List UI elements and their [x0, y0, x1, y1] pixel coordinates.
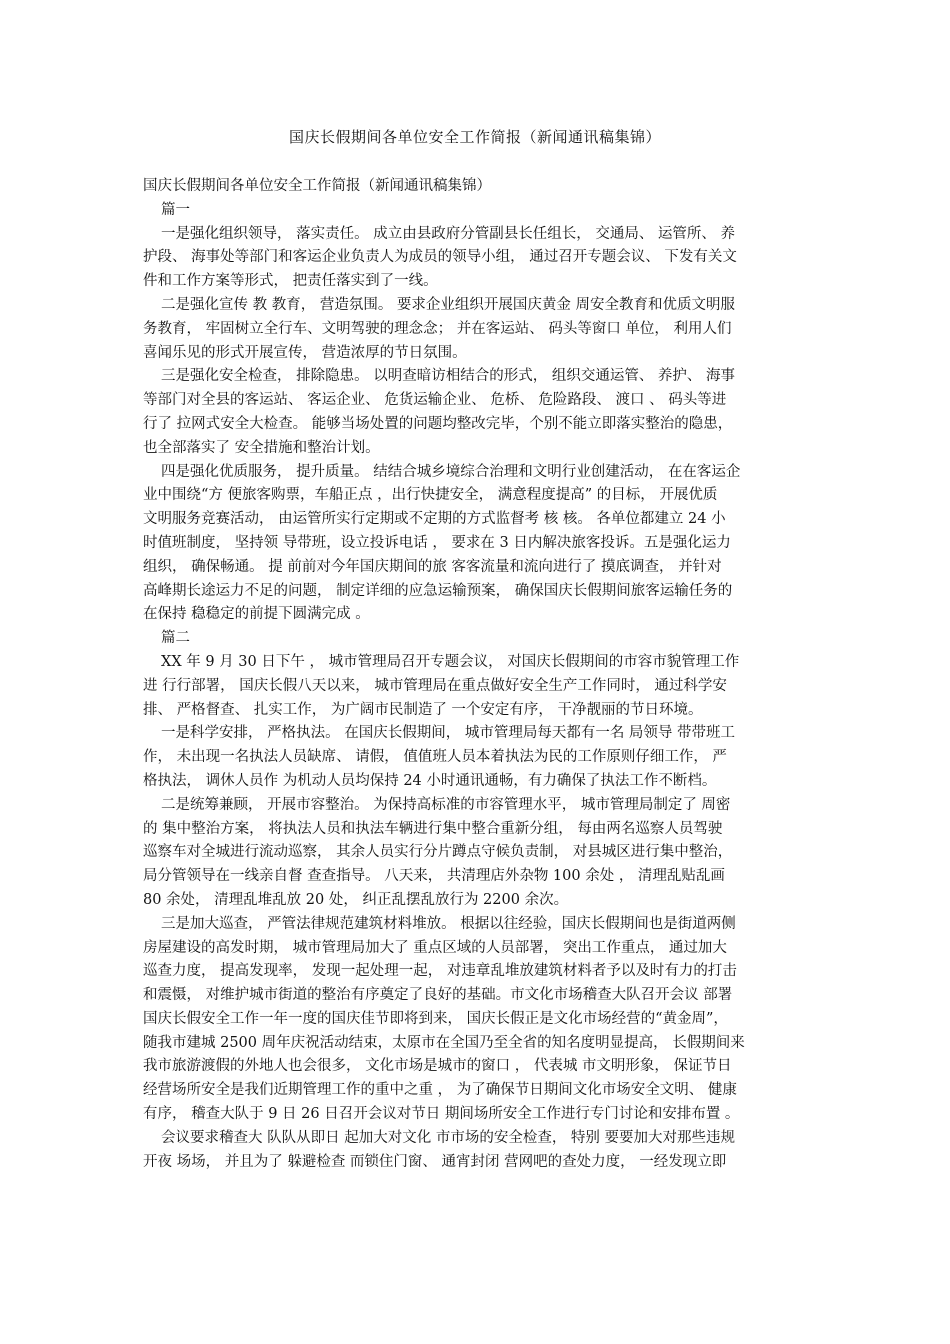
text-line: 三是强化安全检查， 排除隐患。 以明查暗访相结合的形式， 组织交通运管、 养护、 海事: [161, 368, 736, 385]
text-line: 篇一: [161, 201, 190, 218]
text-line: 件和工作方案等形式， 把责任落实到了一线。: [143, 273, 438, 290]
text-line: 巡察车对全城进行流动巡察， 其余人员实行分片蹲点守候负责制， 对县城区进行集中整治，: [143, 844, 733, 861]
document-title: 国庆长假期间各单位安全工作简报（新闻通讯稿集锦）: [288, 128, 661, 146]
text-line: 务教育， 牢固树立全行车、文明驾驶的理念念； 并在客运站、 码头等窗口 单位， 利用人们: [143, 320, 732, 337]
text-line: 经营场所安全是我们近期管理工作的重中之重 ， 为了确保节日期间文化市场安全文明、 健康: [143, 1082, 737, 1099]
text-line: 80 余处， 清理乱堆乱放 20 处， 纠正乱摆乱放行为 2200 余次。: [143, 891, 569, 908]
text-line: 进 行行部署， 国庆长假八天以来， 城市管理局在重点做好安全生产工作同时， 通过科学安: [143, 677, 727, 694]
text-line: 巡查力度， 提高发现率， 发现一起处理一起， 对违章乱堆放建筑材料者予以及时有力的打击: [143, 963, 737, 980]
text-line: 组织， 确保畅通。 提 前前对今年国庆期间的旅 客客流量和流向进行了 摸底调查， 并针对: [143, 558, 722, 575]
text-line: 随我市建城 2500 周年庆祝活动结束，太原市在全国乃至全省的知名度明显提高， 长假期间来: [143, 1034, 745, 1051]
text-line: 房屋建设的高发时期， 城市管理局加大了 重点区域的人员部署， 突出工作重点， 通过加大: [143, 939, 727, 956]
text-line: 和震慑， 对维护城市街道的整治有序奠定了良好的基础。市文化市场稽查大队召开会议 部署: [143, 987, 733, 1004]
document-body: [143, 175, 808, 1174]
text-line: 二是统筹兼顾， 开展市容整治。 为保持高标准的市容管理水平， 城市管理局制定了 周密: [161, 796, 731, 813]
text-line: 开夜 场场， 并且为了 躲避检查 而锁住门窗、 通宵封闭 营网吧的查处力度， 一经发现立即: [143, 1153, 727, 1170]
text-line: 在保持 稳稳定的前提下圆满完成 。: [143, 606, 370, 623]
text-line: 二是强化宣传 教 教育， 营造氛围。 要求企业组织开展国庆黄金 周安全教育和优质文明服: [161, 296, 736, 313]
text-line: 作， 未出现一名执法人员缺席、 请假， 值值班人员本着执法为民的工作原则仔细工作， 严: [143, 749, 727, 766]
text-line: 有序， 稽查大队于 9 日 26 日召开会议对节日 期间场所安全工作进行专门讨论和安排布置 。: [143, 1106, 740, 1123]
text-line: 文明服务竞赛活动， 由运管所实行定期或不定期的方式监督考 核 核。 各单位都建立 24 小: [143, 511, 726, 528]
text-line: 篇二: [161, 630, 190, 647]
text-line: 也全部落实了 安全措施和整治计划。: [143, 439, 380, 456]
text-line: 四是强化优质服务， 提升质量。 结结合城乡境综合治理和文明行业创建活动， 在在客运企: [161, 463, 741, 480]
text-line: 护段、 海事处等部门和客运企业负责人为成员的领导小组， 通过召开专题会议、 下发有关文: [143, 249, 737, 266]
text-line: 业中围绕“方 便旅客购票，车船正点 ，出行快捷安全， 满意程度提高” 的目标， 开展优质: [143, 487, 718, 504]
text-line: 的 集中整治方案， 将执法人员和执法车辆进行集中整合重新分组， 每由两名巡察人员驾驶: [143, 820, 723, 837]
text-line: 喜闻乐见的形式开展宣传， 营造浓厚的节日氛围。: [143, 344, 467, 361]
text-line: 国庆长假期间各单位安全工作简报（新闻通讯稿集锦）: [143, 178, 491, 194]
text-line: 三是加大巡查， 严管法律规范建筑材料堆放。 根据以往经验，国庆长假期间也是街道两侧: [161, 915, 736, 932]
text-line: 行了 拉网式安全大检查。 能够当场处置的问题均整改完毕，个别不能立即落实整治的隐患，: [143, 415, 733, 432]
text-line: 会议要求稽查大 队队从即日 起加大对文化 市市场的安全检查， 特别 要要加大对那些违规: [161, 1129, 736, 1146]
text-line: 高峰期长途运力不足的问题， 制定详细的应急运输预案， 确保国庆长假期间旅客运输任务的: [143, 582, 733, 599]
text-line: 时值班制度， 坚持领 导带班，设立投诉电话 ， 要求在 3 日内解决旅客投诉。五是强化运力: [143, 534, 731, 551]
text-line: XX 年 9 月 30 日下午 ， 城市管理局召开专题会议， 对国庆长假期间的市容市貌管理工作: [161, 653, 740, 670]
text-line: 等部门对全县的客运站、 客运企业、 危货运输企业、 危桥、 危险路段、 渡口 、 码头等进: [143, 392, 727, 409]
text-line: 格执法， 调休人员作 为机动人员均保持 24 小时通讯通畅，有力确保了执法工作不断档。: [143, 772, 717, 789]
text-line: 排、 严格督查、 扎实工作， 为广阔市民制造了 一个安定有序， 干净靓丽的节日环境。: [143, 701, 703, 718]
text-line: 一是科学安排， 严格执法。 在国庆长假期间， 城市管理局每天都有一名 局领导 带带班工: [161, 725, 736, 742]
text-line: 国庆长假安全工作一年一度的国庆佳节即将到来， 国庆长假正是文化市场经营的“黄金周”，: [143, 1010, 728, 1027]
text-line: 一是强化组织领导， 落实责任。 成立由县政府分管副县长任组长， 交通局、 运管所、 养: [161, 225, 736, 242]
text-line: 我市旅游渡假的外地人也会很多， 文化市场是城市的窗口 ， 代表城 市文明形象， 保证节日: [143, 1058, 732, 1075]
text-line: 局分管领导在一线亲自督 查查指导。 八天来， 共清理店外杂物 100 余处 ， 清理乱贴乱画: [143, 868, 725, 885]
